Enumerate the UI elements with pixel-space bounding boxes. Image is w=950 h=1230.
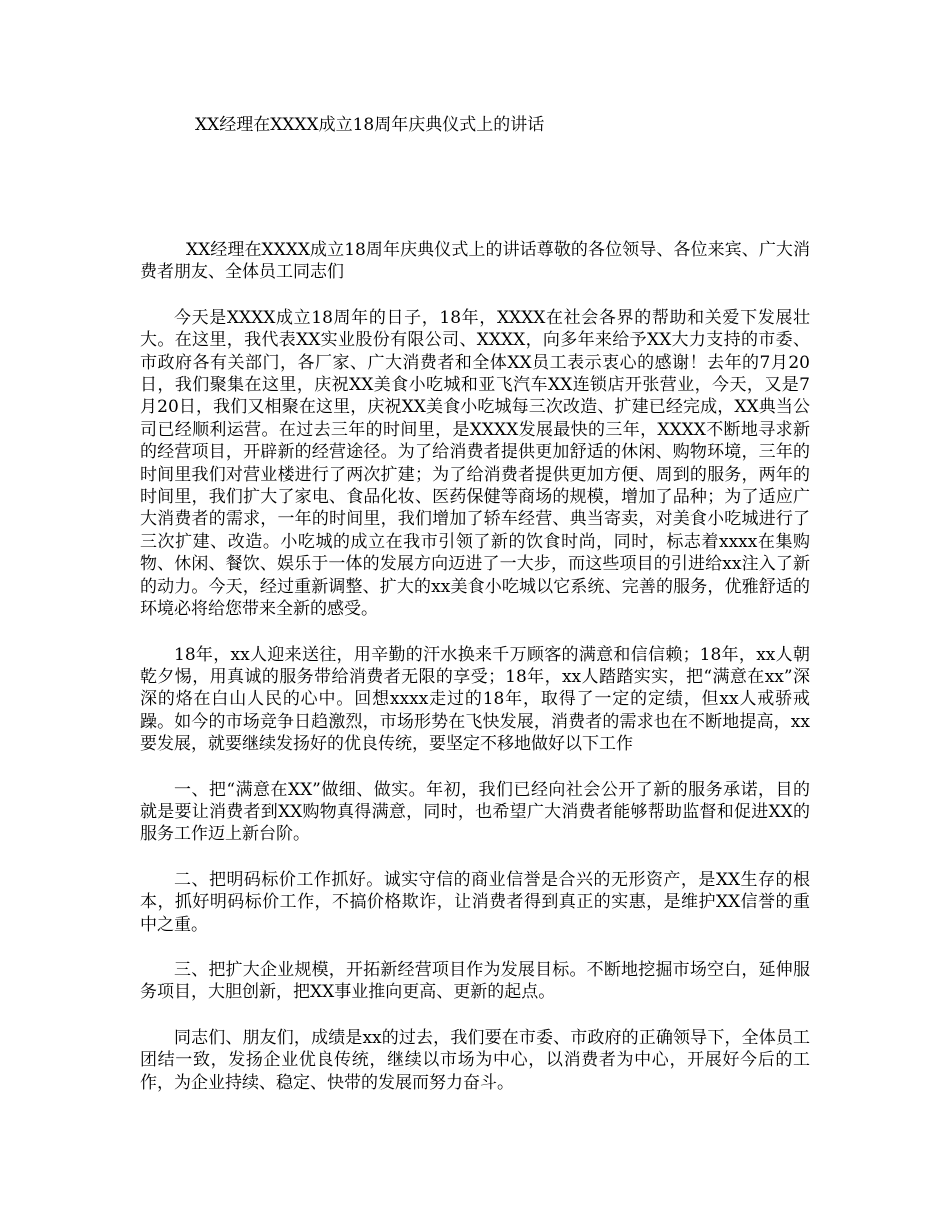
paragraph-closing: 同志们、朋友们，成绩是xx的过去，我们要在市委、市政府的正确领导下，全体员工团结一致，发扬企业优良传统，继续以市场为中心，以消费者为中心，开展好今后的工作，为企业持续、稳定、快带的发展而努力奋斗。 — [140, 1027, 810, 1093]
paragraph-point-three: 三、把扩大企业规模，开拓新经营项目作为发展目标。不断地挖掘市场空白，延伸服务项目，大胆创新，把XX事业推向更高、更新的起点。 — [140, 959, 810, 1003]
salutation-paragraph: XX经理在XXXX成立18周年庆典仪式上的讲话尊敬的各位领导、各位来宾、广大消费者朋友、全体员工同志们 — [140, 240, 810, 283]
document-body — [140, 239, 810, 1117]
paragraph-anniversary: 今天是XXXX成立18周年的日子，18年，XXXX在社会各界的帮助和关爱下发展壮大。在这里，我代表XX实业股份有限公司、XXXX，向多年来给予XX大力支持的市委、市政府各有关部门，各厂家、广大消费者和全体XX员工表示衷心的感谢！去年的7月20日，我们聚集在这里，庆祝XX美食小吃城和亚飞汽车XX连锁店开张营业，今天，又是7月20日，我们又相聚在这里，庆祝XX美食小吃城每三次改造、扩建已经完成，XX典当公司已经顺利运营。在过去三年的时间里，是XXXX发展最快的三年，XXXX不断地寻求新的经营项目，开辟新的经营途径。为了给消费者提供更加舒适的休闲、购物环境，三年的时间里我们对营业楼进行了两次扩建；为了给消费者提供更加方便、周到的服务，两年的时间里，我们扩大了家电、食品化妆、医药保健等商场的规模，增加了品种；为了适应广大消费者的需求，一年的时间里，我们增加了轿车经营、典当寄卖，对美食小吃城进行了三次扩建、改造。小吃城的成立在我市引领了新的饮食时尚，同时，标志着xxxx在集购物、休闲、餐饮、娱乐于一体的发展方向迈进了一大步，而这些项目的引进给xx注入了新的动力。今天，经过重新调整、扩大的xx美食小吃城以它系统、完善的服务，优雅舒适的环境必将给您带来全新的感受。 — [140, 307, 810, 620]
paragraph-eighteen-years: 18年，xx人迎来送往，用辛勤的汗水换来千万顾客的满意和信信赖；18年，xx人朝乾夕惕，用真诚的服务带给消费者无限的享受；18年，xx人踏踏实实，把“满意在xx”深深的烙在白山人民的心中。回想xxxx走过的18年，取得了一定的定绩，但xx人戒骄戒躁。如今的市场竞争日趋激烈，市场形势在飞快发展，消费者的需求也在不断地提高，xx要发展，就要继续发扬好的优良传统，要坚定不移地做好以下工作 — [140, 644, 810, 755]
paragraph-point-one: 一、把“满意在XX”做细、做实。年初，我们已经向社会公开了新的服务承诺，目的就是要让消费者到XX购物真得满意，同时，也希望广大消费者能够帮助监督和促进XX的服务工作迈上新台阶。 — [140, 779, 810, 845]
document-title: XX经理在XXXX成立18周年庆典仪式上的讲话 — [195, 115, 545, 135]
paragraph-point-two: 二、把明码标价工作抓好。诚实守信的商业信誉是合兴的无形资产，是XX生存的根本，抓好明码标价工作，不搞价格欺诈，让消费者得到真正的实惠，是维护XX信誉的重中之重。 — [140, 869, 810, 935]
